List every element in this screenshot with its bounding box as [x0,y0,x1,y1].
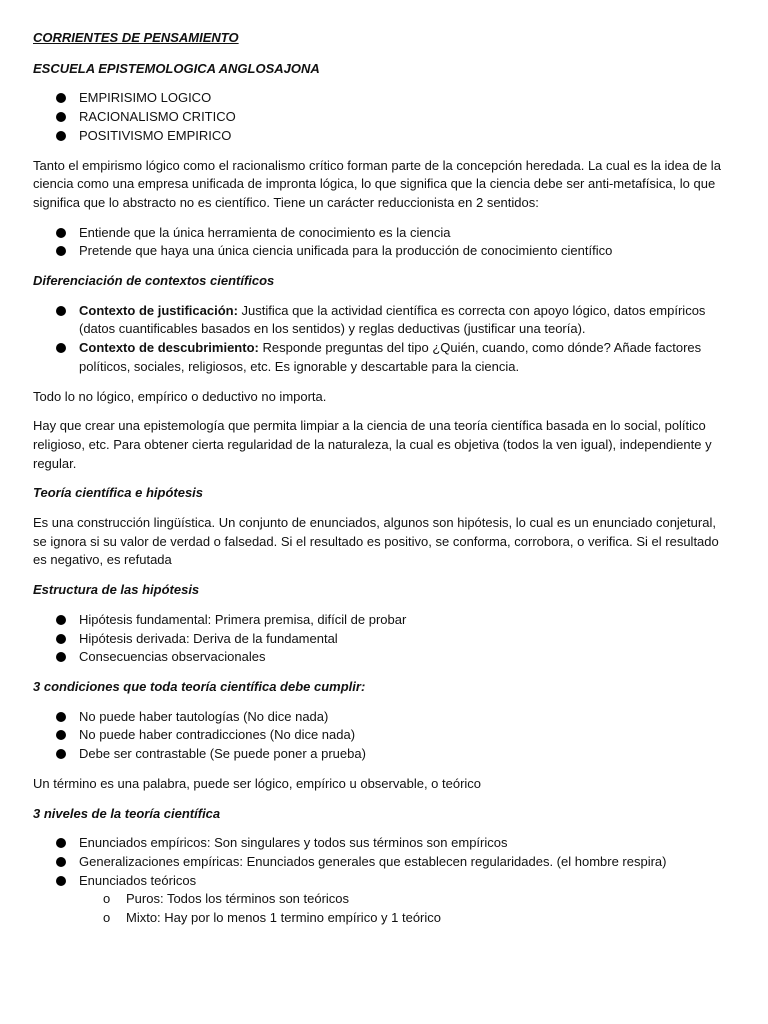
list-item: Pretende que haya una única ciencia unificada para la producción de conocimiento científico [33,242,733,261]
sublevels-list [79,890,733,927]
bullet-icon [56,343,66,353]
bullet-icon [56,749,66,759]
list-item: RACIONALISMO CRITICO [33,108,733,127]
term-paragraph: Un término es una palabra, puede ser lógico, empírico u observable, o teórico [33,775,482,791]
list-item: Debe ser contrastable (Se puede poner a prueba) [33,745,733,764]
list-item: Consecuencias observacionales [33,648,733,667]
intro-paragraph: Tanto el empirismo lógico como el racionalismo crítico forman parte de la concepción heredada. La cual es la idea de la ciencia como una empresa unificada de impronta lógica, lo que significa que la ciencia debe ser anti-metafísica, lo que significa que lo abstracto no es científico. Tiene un carácter reduccionista en 2 sentidos: [33,157,721,210]
list-item: Enunciados empíricos: Son singulares y todos sus términos son empíricos [33,834,733,853]
theory-heading: Teoría científica e hipótesis [33,485,204,501]
conditions-list [33,708,733,764]
list-item: EMPIRISIMO LOGICO [33,89,733,108]
list-item [33,302,733,339]
bullet-icon [56,857,66,867]
bullet-icon [56,131,66,141]
theory-paragraph: Es una construcción lingüística. Un conjunto de enunciados, algunos son hipótesis, lo cual es un enunciado conjetural, se ignora si su valor de verdad o falsedad. Si el resultado es positivo, se conforma, corrobora, o verifica. Si el resultado es negativo, es refutada [33,515,719,568]
list-item: No puede haber contradicciones (No dice nada) [33,726,733,745]
context-text: Responde preguntas del tipo ¿Quién, cuando, como dónde? Añade factores políticos, sociales, religiosos, etc. Es ignorable y descartable para la ciencia. [79,340,702,374]
bullet-icon [56,228,66,238]
levels-heading: 3 niveles de la teoría científica [33,805,221,821]
schools-list [33,89,733,145]
conditions-heading: 3 condiciones que toda teoría científica debe cumplir: [33,678,366,694]
list-item [33,339,733,376]
context-label: Contexto de justificación: [79,302,238,318]
list-item: Hipótesis derivada: Deriva de la fundamental [33,630,733,649]
sub-bullet-icon: o [103,891,111,907]
bullet-icon [56,112,66,122]
list-item: Enunciados teóricos o Puros: Todos los términos son teóricos o Mixto: Hay por lo menos 1 termino empírico y 1 teórico [33,872,733,928]
school-heading: ESCUELA EPISTEMOLOGICA ANGLOSAJONA [33,60,320,76]
bullet-icon [56,838,66,848]
bullet-icon [56,246,66,256]
structure-list [33,611,733,667]
list-item: No puede haber tautologías (No dice nada) [33,708,733,727]
list-item: Generalizaciones empíricas: Enunciados generales que establecen regularidades. (el hombre respira) [33,853,733,872]
document-title: CORRIENTES DE PENSAMIENTO [33,30,239,45]
bullet-icon [56,634,66,644]
context-label: Contexto de descubrimiento: [79,340,259,356]
bullet-icon [56,712,66,722]
list-item: Entiende que la única herramienta de conocimiento es la ciencia [33,224,733,243]
structure-heading: Estructura de las hipótesis [33,582,200,598]
list-item: Hipótesis fundamental: Primera premisa, difícil de probar [33,611,733,630]
bullet-icon [56,730,66,740]
reductionism-list [33,224,733,261]
context-text: Justifica que la actividad científica es correcta con apoyo lógico, datos empíricos (datos cuantificables basados en los sentidos) y reglas deductivas (justificar una teoría). [79,302,706,337]
bullet-icon [56,615,66,625]
contexts-heading: Diferenciación de contextos científicos [33,273,275,289]
contexts-list [33,302,733,377]
list-item: POSITIVISMO EMPIRICO [33,127,733,146]
sub-list-item: o Puros: Todos los términos son teóricos [33,890,733,909]
bullet-icon [56,306,66,316]
levels-list [33,834,733,928]
bullet-icon [56,652,66,662]
logic-paragraph: Todo lo no lógico, empírico o deductivo no importa. [33,388,327,404]
sub-bullet-icon: o [103,910,111,926]
bullet-icon [56,93,66,103]
epistemology-paragraph: Hay que crear una epistemología que permita limpiar a la ciencia de una teoría científica basada en lo social, político religioso, etc. Para obtener cierta regularidad de la naturaleza, la cual es objetiva (todos la ven igual), independiente y regular. [33,418,712,471]
bullet-icon [56,876,66,886]
document-page [33,29,733,939]
sub-list-item: o Mixto: Hay por lo menos 1 termino empírico y 1 teórico [33,909,733,928]
